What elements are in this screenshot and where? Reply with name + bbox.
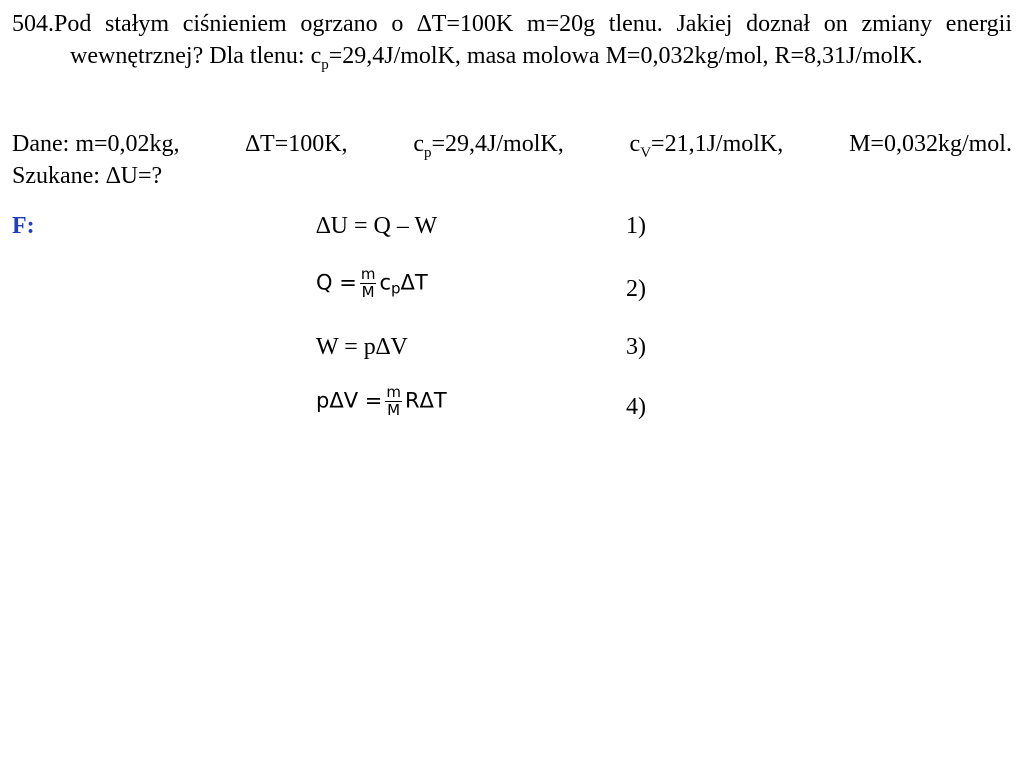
equation-4 — [316, 384, 447, 419]
given-cv-base: c — [629, 131, 641, 157]
given-cp-value: =29,4J/molK, — [431, 131, 564, 157]
equation-4-rest: RΔT — [404, 388, 447, 413]
given-cv — [630, 128, 784, 160]
given-cp — [413, 128, 563, 160]
given-cv-value: =21,1J/molK, — [651, 131, 784, 157]
equation-2-c: c — [379, 270, 391, 295]
equation-3-number: 3) — [626, 334, 646, 360]
equation-4-fraction — [385, 384, 402, 419]
equation-4-lhs: pΔV = — [316, 388, 383, 413]
equation-1: ∆U = Q – W — [316, 213, 438, 239]
given-cp-base: c — [413, 131, 425, 157]
problem-statement — [12, 8, 1012, 72]
given-row — [12, 128, 1012, 160]
equation-2-number: 2) — [626, 276, 646, 302]
equation-3: W = p∆V — [316, 334, 408, 360]
equation-2-rest: ΔT — [400, 270, 428, 295]
given-cp-sub: p — [424, 144, 432, 161]
given-section — [12, 128, 1012, 192]
equation-2-fraction — [360, 266, 377, 301]
equation-2-subscript: p — [390, 279, 401, 298]
equation-1-number: 1) — [626, 213, 646, 239]
cp-subscript: p — [321, 56, 329, 73]
given-molar-mass: M=0,032kg/mol. — [849, 131, 1012, 157]
given-label-and-mass — [12, 128, 180, 160]
given-cv-sub: V — [640, 144, 652, 161]
given-label: Dane: — [12, 131, 70, 157]
given-delta-t: ∆T=100K, — [245, 131, 348, 157]
fraction-numerator: m — [386, 383, 401, 401]
problem-text-tail: =29,4J/molK, masa molowa M=0,032kg/mol, R=8,31J/molK. — [328, 43, 923, 69]
formulas-label: F: — [12, 213, 35, 239]
equation-2-lhs: Q = — [316, 270, 357, 295]
sought-quantity: Szukane: ∆U=? — [12, 163, 163, 189]
equation-2 — [316, 266, 428, 301]
given-mass: m=0,02kg, — [75, 131, 180, 157]
equation-4-number: 4) — [626, 394, 646, 420]
fraction-denominator: M — [361, 283, 375, 301]
fraction-numerator: m — [360, 265, 376, 283]
fraction-denominator: M — [387, 401, 401, 419]
problem-text: 504.Pod stałym ciśnieniem ogrzano o ∆T=100K m=20g tlenu. Jakiej doznał on zmiany energii wewnętrznej? Dla tlenu: c — [12, 11, 1012, 69]
